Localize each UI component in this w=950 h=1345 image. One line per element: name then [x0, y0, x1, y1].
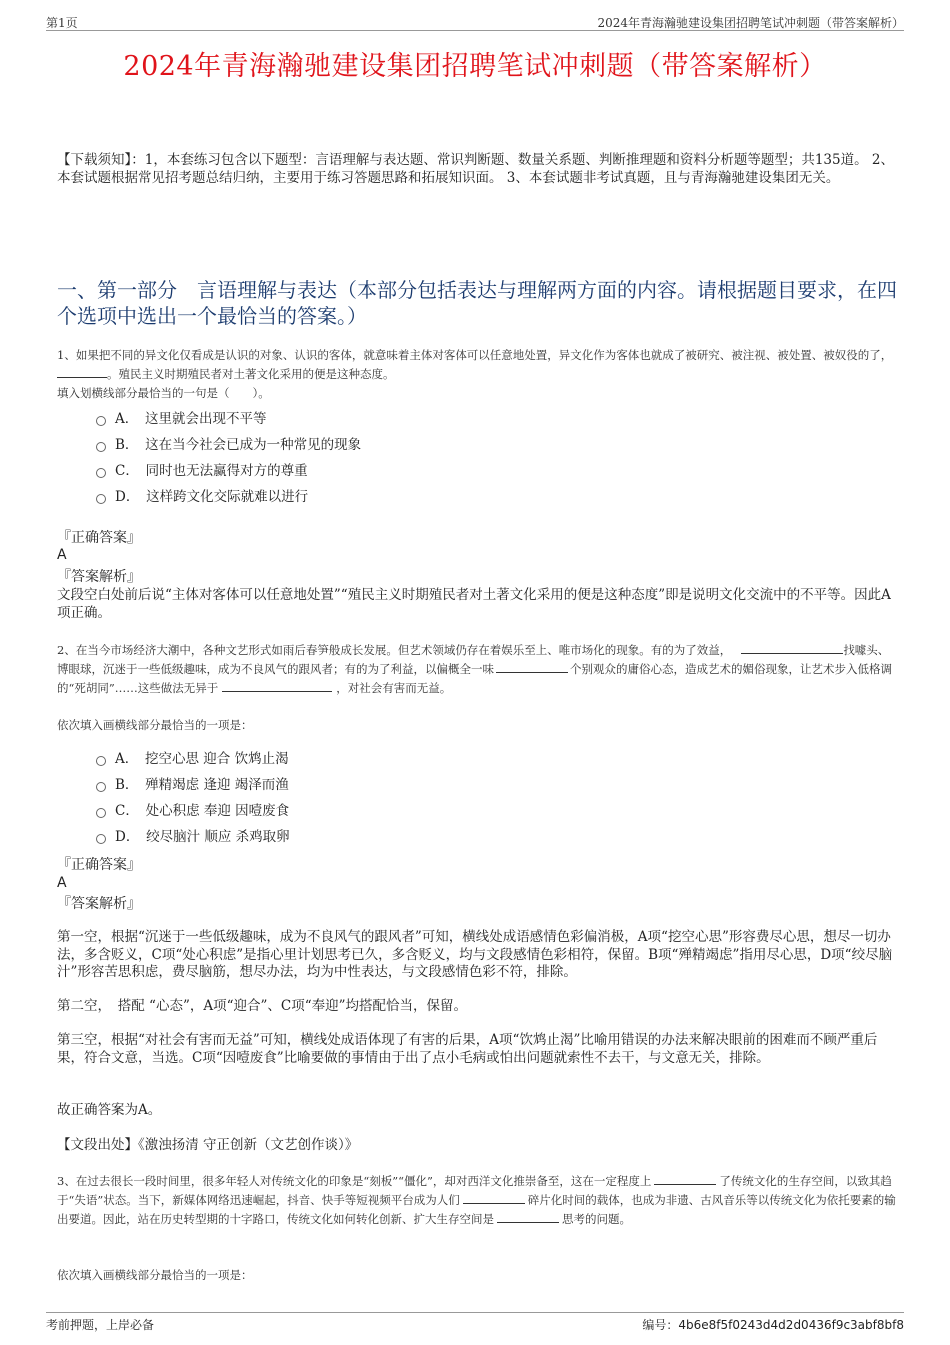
- q1-answer: A: [57, 547, 67, 563]
- q1-prompt: 填入划横线部分最恰当的一句是（ ）。: [57, 386, 270, 400]
- question-2: 2、在当今市场经济大潮中，各种文艺形式如雨后春笋般成长发展。但艺术领域仍存在着娱乐至上、唯市场化的现象。有的为了效益， 找噱头、博眼球，沉迷于一些低级趣味，成为不良风气的跟风者；有的为了利益，以偏概全一味 个别观众的庸俗心态，造成艺术的媚俗现象，让艺术步入低格调的“死胡同”……这些做法无异于 ，对社会有害而无益。: [57, 643, 892, 695]
- radio-icon[interactable]: [96, 416, 106, 426]
- page-header: [46, 10, 904, 31]
- document-title: 2024年青海瀚驰建设集团招聘笔试冲刺题（带答案解析）: [123, 51, 827, 82]
- q3-prompt: 依次填入画横线部分最恰当的一项是：: [57, 1268, 253, 1282]
- q2-analysis-p3: 第三空，根据“对社会有害而无益”可知，横线处成语体现了有害的后果，A项“饮鸩止渴”比喻用错误的办法来解决眼前的困难而不顾严重后果，符合文意，当选。C项“因噎废食”比喻要做的事情由于出了点小毛病或怕出问题就索性不去干，与文意无关，排除。: [57, 1032, 878, 1066]
- q2-blank-2: [496, 660, 568, 673]
- q1-option-b[interactable]: B． 这在当今社会已成为一种常见的现象: [96, 432, 361, 458]
- q1-blank: [57, 365, 107, 378]
- q1-text-b: 。殖民主义时期殖民者对土著文化采用的便是这种态度。: [107, 367, 395, 381]
- q2-answer: A: [57, 875, 67, 891]
- q2-options: [96, 746, 290, 850]
- q2-analysis-label: 『答案解析』: [57, 896, 141, 912]
- q2-source: 【文段出处】《激浊扬清 守正创新（文艺创作谈）》: [57, 1137, 359, 1153]
- q2-option-b[interactable]: B． 殚精竭虑 逢迎 竭泽而渔: [96, 772, 290, 798]
- radio-icon[interactable]: [96, 834, 106, 844]
- q1-options: [96, 406, 361, 510]
- question-1: [57, 346, 897, 403]
- page-footer: [46, 1312, 904, 1332]
- download-notice: 【下载须知】：1，本套练习包含以下题型：言语理解与表达题、常识判断题、数量关系题、判断推理题和资料分析题等题型；共135道。 2、本套试题根据常见招考题总结归纳，主要用于练习答题思路和拓展知识面。 3、本套试题非考试真题，且与青海瀚驰建设集团无关。: [57, 152, 894, 186]
- q2-prompt: 依次填入画横线部分最恰当的一项是：: [57, 718, 253, 732]
- q1-analysis: 文段空白处前后说“主体对客体可以任意地处置”“殖民主义时期殖民者对土著文化采用的便是这种态度”即是说明文化交流中的不平等。因此A项正确。: [57, 587, 891, 621]
- footer-code: 编号：4b6e8f5f0243d4d2d0436f9c3abf8bf8: [642, 1318, 904, 1332]
- q2-analysis-p2: 第二空， 搭配 “心态”，A项“迎合”、C项“奉迎”均搭配恰当，保留。: [57, 998, 468, 1014]
- radio-icon[interactable]: [96, 782, 106, 792]
- q2-answer-label: 『正确答案』: [57, 857, 141, 873]
- q1-text-a: 1、如果把不同的异文化仅看成是认识的对象、认识的客体，就意味着主体对客体可以任意地处置，异文化作为客体也就成了被研究、被注视、被处置、被奴役的了，: [57, 348, 893, 362]
- section-heading: 一、第一部分 言语理解与表达（本部分包括表达与理解两方面的内容。请根据题目要求，在四个选项中选出一个最恰当的答案。）: [57, 278, 897, 328]
- radio-icon[interactable]: [96, 756, 106, 766]
- page-number: 第1页: [46, 16, 78, 30]
- header-doc-title: 2024年青海瀚驰建设集团招聘笔试冲刺题（带答案解析）: [597, 16, 904, 30]
- radio-icon[interactable]: [96, 808, 106, 818]
- q2-analysis-p4: 故正确答案为A。: [57, 1102, 162, 1118]
- q2-option-c[interactable]: C． 处心积虑 奉迎 因噎废食: [96, 798, 290, 824]
- radio-icon[interactable]: [96, 468, 106, 478]
- q2-option-a[interactable]: A． 挖空心思 迎合 饮鸩止渴: [96, 746, 290, 772]
- q3-blank-2: [463, 1191, 525, 1204]
- q2-blank-3: [222, 679, 332, 692]
- q2-option-d[interactable]: D． 绞尽脑汁 顺应 杀鸡取卵: [96, 824, 290, 850]
- q1-option-a[interactable]: A． 这里就会出现不平等: [96, 406, 361, 432]
- footer-slogan: 考前押题，上岸必备: [46, 1318, 155, 1332]
- radio-icon[interactable]: [96, 494, 106, 504]
- q1-option-d[interactable]: D． 这样跨文化交际就难以进行: [96, 484, 361, 510]
- q2-analysis-p1: 第一空，根据“沉迷于一些低级趣味，成为不良风气的跟风者”可知，横线处成语感情色彩偏消极，A项“挖空心思”形容费尽心思，想尽一切办法，多含贬义，C项“处心积虑”是指心里计划思考已久，多含贬义，均与文段感情色彩相符，保留。B项“殚精竭虑”指用尽心思，D项“绞尽脑汁”形容苦思积虑，费尽脑筋，想尽办法，均为中性表达，与文段感情色彩不符，排除。: [57, 929, 893, 980]
- question-3: 3、在过去很长一段时间里，很多年轻人对传统文化的印象是“刻板”“僵化”，却对西洋文化推崇备至，这在一定程度上 了传统文化的生存空间，以致其趋于“失语”状态。当下，新媒体网络迅速崛起，抖音、快手等短视频平台成为人们 碎片化时间的载体，也成为非遗、古风音乐等以传统文化为依托要素的输出要道。因此，站在历史转型期的十字路口，传统文化如何转化创新、扩大生存空间是 思考的问题。: [57, 1174, 896, 1226]
- radio-icon[interactable]: [96, 442, 106, 452]
- q2-blank-1: [741, 641, 785, 654]
- q1-option-c[interactable]: C． 同时也无法赢得对方的尊重: [96, 458, 361, 484]
- q1-analysis-label: 『答案解析』: [57, 569, 141, 585]
- q1-answer-label: 『正确答案』: [57, 530, 141, 546]
- q3-blank-3: [497, 1210, 559, 1223]
- q3-blank-1: [654, 1172, 716, 1185]
